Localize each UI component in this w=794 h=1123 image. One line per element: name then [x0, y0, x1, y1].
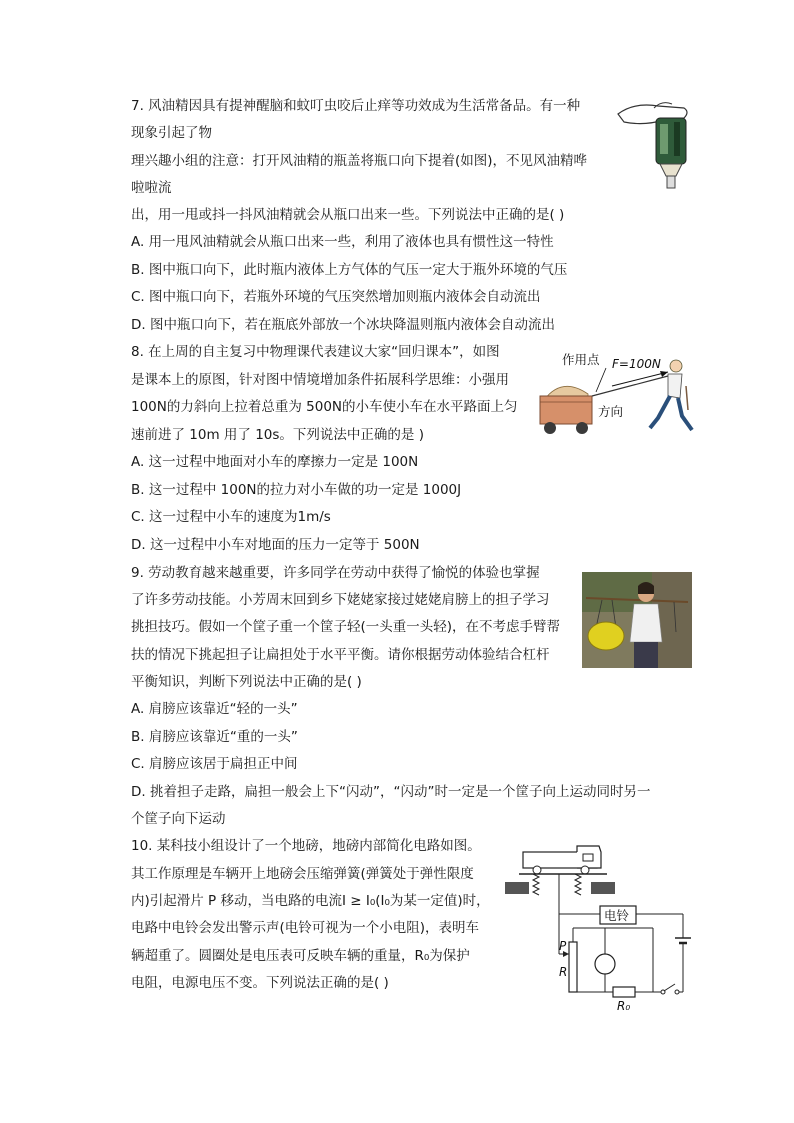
q8-option-b: B. 这一过程中 100N的拉力对小车做的功一定是 1000J	[131, 482, 462, 498]
oil-bottle-figure	[614, 96, 694, 196]
weighbridge-circuit-diagram	[503, 842, 693, 1012]
label-action-point: 作用点	[562, 352, 600, 367]
q9-stem-line-1: 9. 劳动教育越来越重要，许多同学在劳动中获得了愉悦的体验也掌握	[131, 565, 540, 581]
q8-option-c: C. 这一过程中小车的速度为1m/s	[131, 509, 331, 525]
q9-option-a: A. 肩膀应该靠近“轻的一头”	[131, 701, 298, 717]
q8-stem-line-1: 8. 在上周的自主复习中物理课代表建议大家“回归课本”，如图	[131, 344, 500, 360]
q9-stem-line-4: 扶的情况下挑起担子让扁担处于水平平衡。请你根据劳动体验结合杠杆	[131, 647, 550, 663]
q8-stem-line-4: 速前进了 10m 用了 10s。下列说法中正确的是 )	[131, 427, 424, 443]
q10-stem-line-5: 辆超重了。圆圈处是电压表可反映车辆的重量，R₀为保护	[131, 948, 470, 964]
label-force: F=100N	[612, 357, 661, 371]
q8-option-d: D. 这一过程中小车对地面的压力一定等于 500N	[131, 537, 420, 553]
q7-option-d: D. 图中瓶口向下，若在瓶底外部放一个冰块降温则瓶内液体会自动流出	[131, 317, 555, 333]
q10-stem-line-3: 内)引起滑片 P 移动，当电路的电流I ≥ I₀(I₀为某一定值)时，	[131, 893, 490, 909]
label-resistor-r: R	[559, 965, 568, 979]
q7-stem-line-1: 7. 风油精因具有提神醒脑和蚊叮虫咬后止痒等功效成为生活常备品。有一种	[131, 98, 581, 114]
q7-stem-line-3: 理兴趣小组的注意：打开风油精的瓶盖将瓶口向下提着(如图)，不见风油精哗	[131, 153, 588, 169]
q9-option-d-line-1: D. 挑着担子走路，扁担一般会上下“闪动”，“闪动”时一定是一个筐子向上运动同时另一	[131, 784, 651, 800]
q10-stem-line-6: 电阻，电源电压不变。下列说法正确的是( )	[131, 975, 389, 991]
q9-option-c: C. 肩膀应该居于扁担正中间	[131, 756, 298, 772]
q7-option-c: C. 图中瓶口向下，若瓶外环境的气压突然增加则瓶内液体会自动流出	[131, 289, 541, 305]
q9-stem-line-5: 平衡知识，判断下列说法中正确的是( )	[131, 674, 362, 690]
q7-stem-line-4: 啦啦流	[131, 180, 172, 196]
q10-stem-line-2: 其工作原理是车辆开上地磅会压缩弹簧(弹簧处于弹性限度	[131, 866, 474, 882]
q9-stem-line-2: 了许多劳动技能。小芳周末回到乡下姥姥家接过姥姥肩膀上的担子学习	[131, 592, 550, 608]
label-slider-p: P	[559, 939, 567, 953]
q7-option-b: B. 图中瓶口向下，此时瓶内液体上方气体的气压一定大于瓶外环境的气压	[131, 262, 568, 278]
cart-pulling-figure	[536, 346, 696, 438]
q10-stem-line-1: 10. 某科技小组设计了一个地磅，地磅内部简化电路如图。	[131, 838, 481, 854]
q9-stem-line-3: 挑担技巧。假如一个筐子重一个筐子轻(一头重一头轻)，在不考虑手臂帮	[131, 619, 561, 635]
q8-stem-line-3: 100N的力斜向上拉着总重为 500N的小车使小车在水平路面上匀	[131, 399, 518, 415]
carrying-pole-photo	[582, 572, 692, 668]
q10-stem-line-4: 电路中电铃会发出警示声(电铃可视为一个小电阻)，表明车	[131, 920, 480, 936]
q8-stem-line-2: 是课本上的原图，针对图中情境增加条件拓展科学思维：小强用	[131, 372, 509, 388]
q9-option-b: B. 肩膀应该靠近“重的一头”	[131, 729, 298, 745]
label-direction: 方向	[598, 404, 624, 419]
label-bell: 电铃	[604, 908, 630, 923]
label-r0: R₀	[617, 999, 631, 1012]
q7-option-a: A. 用一甩风油精就会从瓶口出来一些，利用了液体也具有惯性这一特性	[131, 234, 554, 250]
q7-stem-line-2: 现象引起了物	[131, 125, 212, 141]
q9-option-d-line-2: 个筐子向下运动	[131, 811, 226, 827]
q8-option-a: A. 这一过程中地面对小车的摩擦力一定是 100N	[131, 454, 419, 470]
q7-stem-line-5: 出，用一甩或抖一抖风油精就会从瓶口出来一些。下列说法中正确的是( )	[131, 207, 565, 223]
